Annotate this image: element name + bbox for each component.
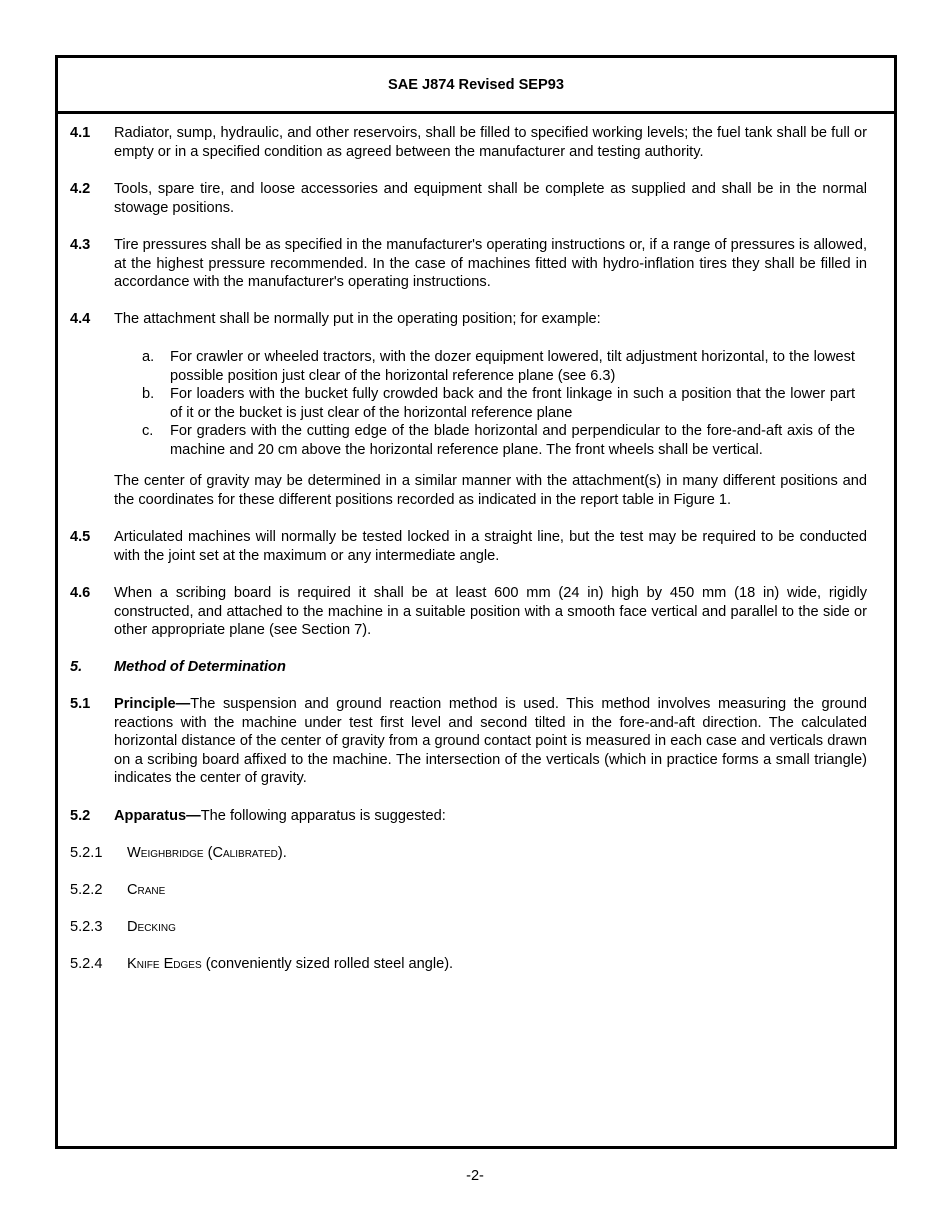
paragraph-number: 4.5 (70, 529, 91, 545)
paragraph-number: 5.2.3 (70, 919, 103, 935)
item-title: Weighbridge (Calibrated) (127, 845, 283, 861)
paragraph-5-2 (70, 807, 867, 827)
paragraph-lead: Principle— (114, 696, 191, 712)
paragraph-text: When a scribing board is required it shall be at least 600 mm (24 in) high by 450 mm (18 in) wide, rigidly constructed, and attached to the machine in a suitable position with a smooth face vertical and parallel to the side or other appropriate plane (see Section 7). (114, 585, 867, 639)
paragraph-number: 5.1 (70, 696, 91, 712)
paragraph-text: The following apparatus is suggested: (200, 808, 446, 824)
paragraph-body (127, 955, 453, 974)
paragraph-lead: Apparatus— (114, 808, 201, 824)
list-text: For loaders with the bucket fully crowded back and the front linkage in such a position that the lower part of it or the bucket is just clear of the horizontal reference plane (170, 386, 855, 421)
paragraph-number: 4.1 (70, 125, 91, 141)
item-rest: . (282, 845, 287, 861)
paragraph-4-4 (70, 310, 867, 330)
paragraph-number: 4.6 (70, 585, 91, 601)
list-text: For crawler or wheeled tractors, with the dozer equipment lowered, tilt adjustment horizontal, to the lowest possible position just clear of the horizontal reference plane (see 6.3) (170, 349, 855, 384)
page-number: -2- (466, 1168, 484, 1184)
paragraph-body (127, 844, 287, 863)
item-title: Knife Edges (127, 956, 202, 972)
list-item-c (114, 422, 855, 460)
paragraph-5-2-4 (70, 955, 867, 975)
paragraph-text: Tire pressures shall be as specified in the manufacturer's operating instructions or, if a range of pressures is allowed, at the highest pressure recommended. In the case of machines fitted with hydro-inflation tires they shall be filled in accordance with the manufacturer's operating instructions. (114, 237, 867, 291)
paragraph-number: 5.2.1 (70, 845, 103, 861)
paragraph-text: The center of gravity may be determined in a similar manner with the attachment(s) in many different positions and the coordinates for these different positions recorded as indicated in the report table in Figure 1. (114, 473, 867, 508)
paragraph-body (114, 807, 867, 826)
list-label: a. (142, 349, 155, 365)
paragraph-number: 5.2.4 (70, 956, 103, 972)
paragraph-text: Radiator, sump, hydraulic, and other reservoirs, shall be filled to specified working levels; the fuel tank shall be full or empty or in a specified condition as agreed between the manufacturer and testing authority. (114, 125, 867, 160)
paragraph-body (114, 695, 867, 788)
paragraph-4-1 (70, 124, 867, 162)
paragraph-5-2-3 (70, 918, 867, 938)
page-frame (55, 55, 897, 1149)
paragraph-4-4-note (70, 472, 867, 510)
paragraph-4-2 (70, 180, 867, 218)
paragraph-body (127, 918, 176, 937)
list-item-a (114, 348, 855, 386)
paragraph-body (127, 881, 165, 900)
paragraph-number: 5.2 (70, 808, 91, 824)
paragraph-4-6 (70, 584, 867, 641)
paragraph-text: The attachment shall be normally put in the operating position; for example: (114, 311, 601, 327)
paragraph-number: 4.3 (70, 237, 91, 253)
paragraph-5-2-1 (70, 844, 867, 864)
paragraph-text: Articulated machines will normally be tested locked in a straight line, but the test may be required to be conducted with the joint set at the maximum or any intermediate angle. (114, 529, 867, 564)
list-item-b (114, 385, 855, 423)
list-label: b. (142, 386, 155, 402)
paragraph-5-2-2 (70, 881, 867, 901)
list-text: For graders with the cutting edge of the blade horizontal and perpendicular to the fore-and-aft axis of the machine and 20 cm above the horizontal reference plane. The front wheels shall be vertical. (170, 423, 855, 458)
section-title: Method of Determination (114, 659, 286, 675)
item-title: Decking (127, 919, 176, 935)
item-title: Crane (127, 882, 166, 898)
paragraph-number: 4.2 (70, 181, 91, 197)
section-number: 5. (70, 659, 83, 675)
paragraph-number: 5.2.2 (70, 882, 103, 898)
paragraph-number: 4.4 (70, 311, 91, 327)
item-rest: (conveniently sized rolled steel angle). (201, 956, 454, 972)
section-heading-5 (70, 658, 867, 678)
list-label: c. (142, 423, 154, 439)
paragraph-5-1 (70, 695, 867, 790)
paragraph-text: The suspension and ground reaction method is used. This method involves measuring the ground reactions with the machine under test first level and second tilted in the fore-and-aft direction. The calculated horizontal distance of the center of gravity from a ground contact point is measured in each case and verticals drawn on a scribing board affixed to the machine. The intersection of the verticals (which in practice forms a small triangle) indicates the center of gravity. (114, 696, 867, 787)
paragraph-4-3 (70, 236, 867, 293)
page-header (58, 58, 894, 114)
paragraph-4-5 (70, 528, 867, 566)
paragraph-text: Tools, spare tire, and loose accessories and equipment shall be complete as supplied and shall be in the normal stowage positions. (114, 181, 867, 216)
document-title: SAE J874 Revised SEP93 (387, 76, 565, 93)
